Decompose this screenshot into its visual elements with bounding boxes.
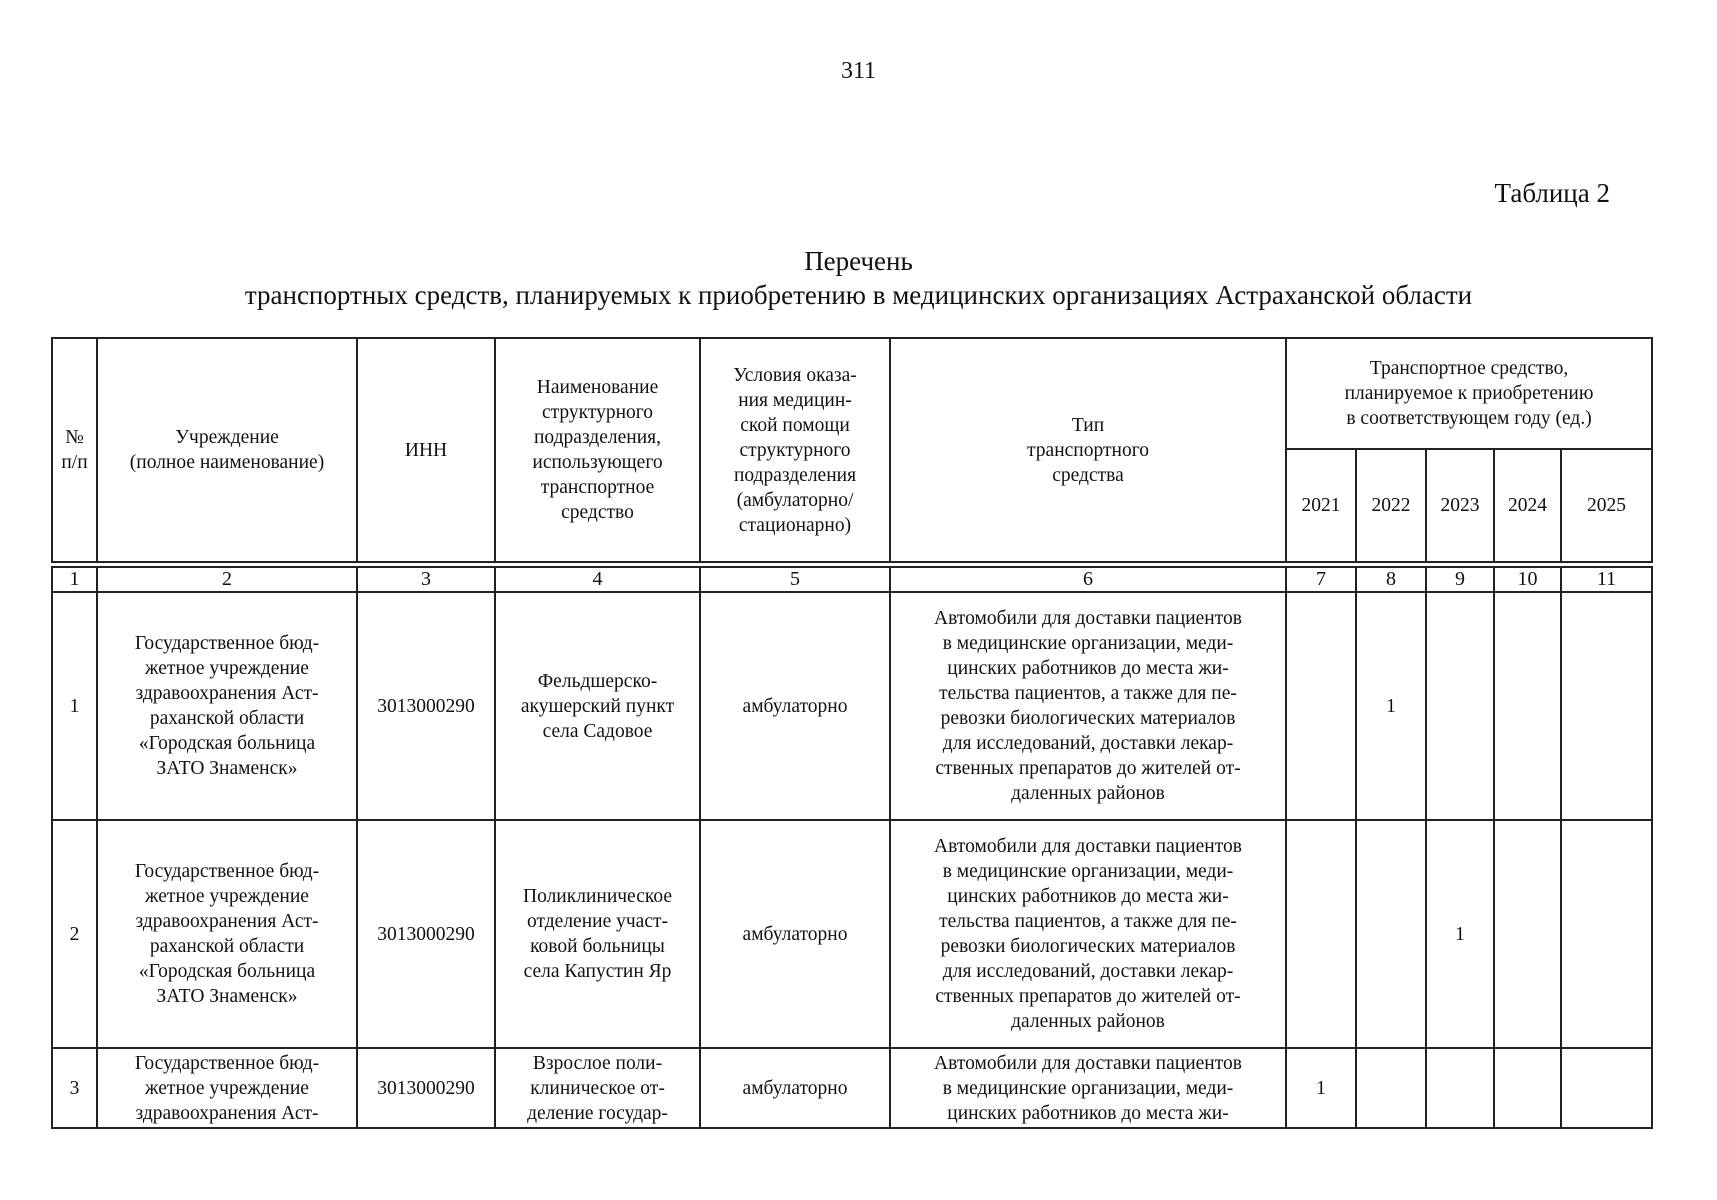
column-number: 3 (357, 567, 495, 592)
row-year-2022 (1356, 820, 1426, 1048)
header-year-2023: 2023 (1426, 449, 1494, 562)
row-division: Поликлиническое отделение участ- ковой больницы села Капустин Яр (495, 820, 700, 1048)
column-number: 6 (890, 567, 1286, 592)
header-institution: Учреждение (полное наименование) (97, 338, 357, 562)
row-year-2023: 1 (1426, 820, 1494, 1048)
row-year-2021 (1286, 820, 1356, 1048)
row-division: Взрослое поли- клиническое от- деление государ- (495, 1048, 700, 1128)
row-division: Фельдшерско- акушерский пункт села Садовое (495, 592, 700, 820)
row-num: 3 (52, 1048, 97, 1128)
header-vehicle-type: Тип транспортного средства (890, 338, 1286, 562)
row-year-2024 (1494, 820, 1561, 1048)
table-row (52, 1048, 1652, 1128)
header-year-2021: 2021 (1286, 449, 1356, 562)
table-label: Таблица 2 (1494, 178, 1610, 208)
column-number: 11 (1561, 567, 1652, 592)
row-year-2023 (1426, 1048, 1494, 1128)
title-line-1: Перечень (804, 246, 913, 276)
column-number: 5 (700, 567, 890, 592)
row-vehicle-type: Автомобили для доставки пациентов в медицинские организации, меди- цинских работников до места жи- (890, 1048, 1286, 1128)
row-inn: 3013000290 (357, 1048, 495, 1128)
row-year-2025 (1561, 820, 1652, 1048)
header-vehicle-group: Транспортное средство, планируемое к приобретению в соответствующем году (ед.) (1286, 338, 1652, 449)
row-year-2022: 1 (1356, 592, 1426, 820)
row-year-2024 (1494, 592, 1561, 820)
row-conditions: амбулаторно (700, 820, 890, 1048)
table-row (52, 820, 1652, 1048)
row-year-2021 (1286, 592, 1356, 820)
header-year-2025: 2025 (1561, 449, 1652, 562)
row-num: 1 (52, 592, 97, 820)
column-number: 9 (1426, 567, 1494, 592)
row-year-2025 (1561, 1048, 1652, 1128)
column-number: 7 (1286, 567, 1356, 592)
row-conditions: амбулаторно (700, 1048, 890, 1128)
row-vehicle-type: Автомобили для доставки пациентов в медицинские организации, меди- цинских работников до места жи- тельства пациентов, а также для пе- ревозки биологических материалов для исследований, доставки лекар- ственных препаратов до жителей от- даленных районов (890, 820, 1286, 1048)
title-line-2: транспортных средств, планируемых к приобретению в медицинских организациях Астраханской области (244, 280, 1473, 310)
header-num: № п/п (52, 338, 97, 562)
row-institution: Государственное бюд- жетное учреждение здравоохранения Аст- (97, 1048, 357, 1128)
column-number: 4 (495, 567, 700, 592)
row-year-2024 (1494, 1048, 1561, 1128)
column-number: 8 (1356, 567, 1426, 592)
header-row-1 (52, 338, 1652, 449)
row-inn: 3013000290 (357, 820, 495, 1048)
header-conditions: Условия оказа- ния медицин- ской помощи структурного подразделения (амбулаторно/ стационарно) (700, 338, 890, 562)
row-num: 2 (52, 820, 97, 1048)
row-year-2023 (1426, 592, 1494, 820)
column-number: 2 (97, 567, 357, 592)
header-division: Наименование структурного подразделения, использующего транспортное средство (495, 338, 700, 562)
row-vehicle-type: Автомобили для доставки пациентов в медицинские организации, меди- цинских работников до места жи- тельства пациентов, а также для пе- ревозки биологических материалов для исследований, доставки лекар- ственных препаратов до жителей от- даленных районов (890, 592, 1286, 820)
column-number: 1 (52, 567, 97, 592)
header-year-2024: 2024 (1494, 449, 1561, 562)
row-inn: 3013000290 (357, 592, 495, 820)
page-number: 311 (840, 58, 877, 84)
table-row (52, 592, 1652, 820)
header-inn: ИНН (357, 338, 495, 562)
row-conditions: амбулаторно (700, 592, 890, 820)
header-year-2022: 2022 (1356, 449, 1426, 562)
row-institution: Государственное бюд- жетное учреждение здравоохранения Аст- раханской области «Городская больница ЗАТО Знаменск» (97, 820, 357, 1048)
row-year-2022 (1356, 1048, 1426, 1128)
vehicles-table (51, 337, 1653, 1129)
column-number: 10 (1494, 567, 1561, 592)
document-title (0, 244, 1717, 312)
row-year-2021: 1 (1286, 1048, 1356, 1128)
column-numbers-row (52, 567, 1652, 592)
row-institution: Государственное бюд- жетное учреждение здравоохранения Аст- раханской области «Городская больница ЗАТО Знаменск» (97, 592, 357, 820)
row-year-2025 (1561, 592, 1652, 820)
